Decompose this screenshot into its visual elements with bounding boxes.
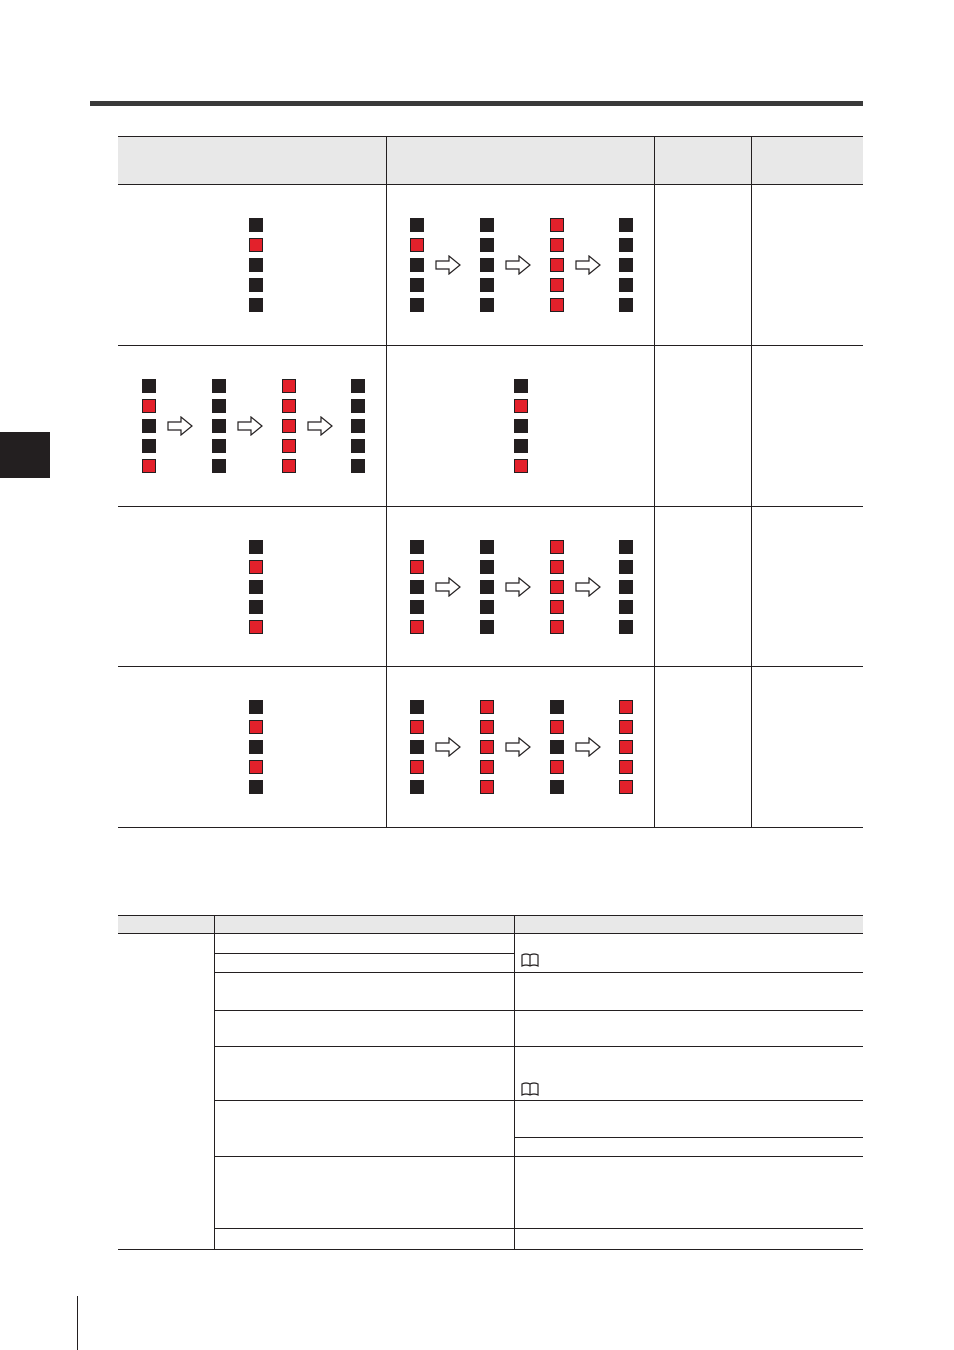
table-rule	[214, 1228, 863, 1229]
lamp-off	[212, 399, 226, 413]
table-rule	[214, 953, 514, 954]
table-rule	[118, 1249, 863, 1250]
right-arrow-icon	[167, 416, 193, 436]
column-divider	[514, 915, 515, 1250]
lamp-on	[619, 700, 633, 714]
lamp-off	[410, 540, 424, 554]
lamp-off	[619, 540, 633, 554]
lamp-stack	[514, 379, 528, 473]
right-arrow-icon	[575, 577, 601, 597]
lamp-off	[249, 600, 263, 614]
lamp-on	[619, 720, 633, 734]
column-divider	[214, 915, 215, 1250]
lamp-stack	[351, 379, 365, 473]
lamp-off	[550, 700, 564, 714]
right-arrow-icon	[435, 577, 461, 597]
lamp-on	[249, 760, 263, 774]
margin-rule	[77, 1296, 78, 1350]
lamp-on	[410, 720, 424, 734]
lamp-on	[619, 760, 633, 774]
lamp-off	[249, 258, 263, 272]
lamp-off	[619, 560, 633, 574]
table-rule	[514, 1137, 863, 1138]
lamp-off	[619, 298, 633, 312]
lamp-off	[212, 419, 226, 433]
lamp-off	[480, 238, 494, 252]
table-rule	[214, 1156, 863, 1157]
right-arrow-icon	[435, 737, 461, 757]
lamp-on	[410, 620, 424, 634]
table-rule	[214, 1046, 863, 1047]
right-arrow-icon	[505, 737, 531, 757]
lamp-off	[410, 700, 424, 714]
lamp-off	[249, 700, 263, 714]
right-arrow-icon	[435, 255, 461, 275]
lamp-off	[142, 439, 156, 453]
right-arrow-icon	[575, 737, 601, 757]
lamp-off	[619, 620, 633, 634]
table-rule	[118, 933, 863, 934]
lamp-off	[480, 298, 494, 312]
spec-table-header	[118, 915, 863, 933]
lamp-on	[480, 780, 494, 794]
lamp-on	[480, 760, 494, 774]
lamp-stack	[550, 700, 564, 794]
lamp-off	[249, 218, 263, 232]
lamp-on	[142, 399, 156, 413]
lamp-off	[619, 600, 633, 614]
header-rule	[90, 101, 863, 106]
lamp-on	[619, 740, 633, 754]
lamp-off	[212, 379, 226, 393]
lamp-on	[410, 238, 424, 252]
column-divider	[751, 136, 752, 827]
table-rule	[214, 1100, 863, 1101]
lamp-on	[249, 560, 263, 574]
lamp-on	[550, 298, 564, 312]
lamp-stack	[212, 379, 226, 473]
table-rule	[214, 972, 863, 973]
lamp-off	[142, 379, 156, 393]
lamp-stack	[550, 540, 564, 634]
lamp-on	[480, 740, 494, 754]
lamp-on	[550, 760, 564, 774]
lamp-on	[410, 560, 424, 574]
table-rule	[214, 1010, 863, 1011]
lamp-off	[480, 620, 494, 634]
lamp-off	[351, 439, 365, 453]
lamp-off	[550, 740, 564, 754]
lamp-on	[282, 419, 296, 433]
lamp-off	[410, 600, 424, 614]
lamp-off	[351, 419, 365, 433]
lamp-off	[249, 580, 263, 594]
lamp-stack	[249, 700, 263, 794]
lamp-stack	[410, 700, 424, 794]
lamp-on	[480, 700, 494, 714]
lamp-off	[410, 218, 424, 232]
lamp-off	[480, 600, 494, 614]
lamp-off	[410, 278, 424, 292]
lamp-off	[142, 419, 156, 433]
right-arrow-icon	[237, 416, 263, 436]
lamp-on	[550, 580, 564, 594]
lamp-off	[480, 540, 494, 554]
lamp-off	[514, 419, 528, 433]
lamp-on	[514, 459, 528, 473]
lamp-stack	[410, 540, 424, 634]
lamp-off	[249, 298, 263, 312]
lamp-stack	[480, 700, 494, 794]
lamp-off	[351, 399, 365, 413]
lamp-stack	[619, 700, 633, 794]
column-divider	[386, 136, 387, 827]
lamp-off	[619, 218, 633, 232]
book-icon	[521, 953, 539, 967]
lamp-off	[249, 278, 263, 292]
lamp-off	[619, 258, 633, 272]
lamp-off	[619, 278, 633, 292]
lamp-off	[514, 439, 528, 453]
lamp-off	[410, 258, 424, 272]
lamp-on	[550, 560, 564, 574]
right-arrow-icon	[307, 416, 333, 436]
lamp-on	[410, 760, 424, 774]
lamp-on	[480, 720, 494, 734]
right-arrow-icon	[505, 255, 531, 275]
table-rule	[118, 827, 863, 828]
lamp-off	[249, 780, 263, 794]
lamp-on	[550, 238, 564, 252]
lamp-on	[249, 620, 263, 634]
lamp-off	[410, 780, 424, 794]
lamp-stack	[619, 540, 633, 634]
lamp-stack	[619, 218, 633, 312]
lamp-on	[550, 620, 564, 634]
lamp-off	[410, 740, 424, 754]
lamp-off	[410, 580, 424, 594]
lamp-stack	[550, 218, 564, 312]
lamp-on	[550, 600, 564, 614]
lamp-stack	[410, 218, 424, 312]
lamp-stack	[249, 540, 263, 634]
lamp-stack	[282, 379, 296, 473]
specification-table	[118, 915, 863, 1250]
right-arrow-icon	[575, 255, 601, 275]
lamp-off	[514, 379, 528, 393]
lamp-off	[212, 439, 226, 453]
lamp-off	[480, 258, 494, 272]
lamp-on	[550, 278, 564, 292]
lamp-stack	[249, 218, 263, 312]
lamp-on	[550, 540, 564, 554]
lamp-on	[282, 439, 296, 453]
lamp-on	[550, 720, 564, 734]
lamp-off	[351, 459, 365, 473]
lamp-on	[619, 780, 633, 794]
lamp-on	[282, 399, 296, 413]
lamp-stack	[480, 218, 494, 312]
lamp-on	[282, 459, 296, 473]
lamp-off	[480, 580, 494, 594]
lamp-off	[249, 540, 263, 554]
lamp-stack	[480, 540, 494, 634]
lamp-off	[351, 379, 365, 393]
lamp-off	[249, 740, 263, 754]
lamp-off	[550, 780, 564, 794]
lamp-off	[410, 298, 424, 312]
lamp-off	[480, 218, 494, 232]
column-divider	[654, 136, 655, 827]
lamp-on	[282, 379, 296, 393]
lamp-stack	[142, 379, 156, 473]
lamp-on	[249, 720, 263, 734]
table-rule	[118, 915, 863, 916]
lamp-off	[480, 278, 494, 292]
lamp-off	[212, 459, 226, 473]
lamp-on	[550, 218, 564, 232]
lamp-on	[550, 258, 564, 272]
lamp-off	[480, 560, 494, 574]
lamp-on	[514, 399, 528, 413]
right-arrow-icon	[505, 577, 531, 597]
lamp-off	[619, 238, 633, 252]
chapter-tab	[0, 432, 50, 478]
lamp-off	[619, 580, 633, 594]
lamp-on	[249, 238, 263, 252]
lamp-on	[142, 459, 156, 473]
book-icon	[521, 1082, 539, 1096]
